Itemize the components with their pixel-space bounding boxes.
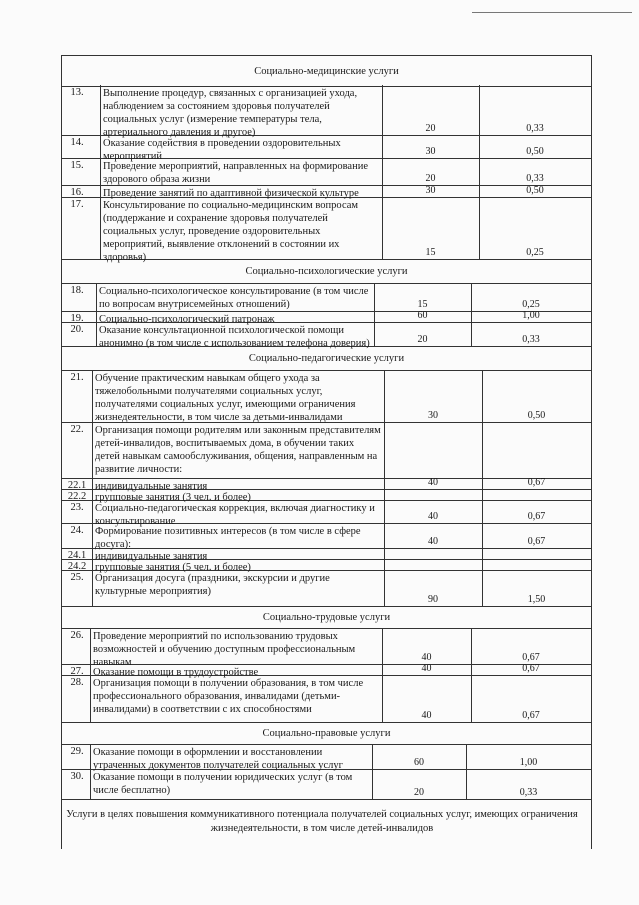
duration-value: 40 (421, 652, 432, 663)
service-description: Оказание консультационной психологической помощи анонимно (в том числе с использованием телефона доверия) (99, 325, 370, 349)
service-description: индивидуальные занятия (95, 481, 208, 492)
duration-value: 20 (417, 334, 428, 345)
column-divider (384, 570, 385, 606)
column-divider (471, 283, 472, 311)
column-divider (384, 548, 385, 559)
table-row (62, 744, 591, 770)
column-divider (482, 489, 483, 500)
rate-value: 0,67 (527, 477, 546, 488)
column-divider (479, 85, 480, 135)
row-number: 30. (70, 771, 84, 782)
column-divider (482, 570, 483, 606)
table-row (62, 570, 591, 607)
duration-value: 30 (425, 146, 436, 157)
duration-value: 60 (417, 310, 428, 321)
table-row (62, 675, 591, 723)
service-description: Консультирование по социально-медицинским вопросам (поддержание и сохранение здоровья получателей социальных услуг, проведение оздоровительных мероприятий, выявление отклонений в состоянии их здоровья) (103, 200, 359, 263)
service-description: Формирование позитивных интересов (в том числе в сфере досуга): (95, 526, 361, 550)
table-row (62, 322, 591, 347)
column-divider (479, 197, 480, 259)
row-number: 17. (70, 199, 84, 210)
column-divider (372, 769, 373, 799)
row-number: 22.2 (67, 491, 87, 502)
duration-value: 20 (425, 123, 436, 134)
column-divider (90, 664, 91, 675)
row-number: 18. (70, 285, 84, 296)
column-divider (466, 744, 467, 769)
rate-value: 0,33 (522, 334, 540, 345)
column-divider (92, 523, 93, 548)
table-row (62, 370, 591, 423)
row-number: 16. (70, 187, 84, 198)
rate-value: 0,33 (519, 787, 538, 798)
row-number: 14. (70, 137, 84, 148)
column-divider (482, 478, 483, 489)
column-divider (96, 283, 97, 311)
column-divider (384, 500, 385, 523)
section-header (62, 606, 591, 629)
column-divider (466, 769, 467, 799)
duration-value: 40 (421, 710, 432, 721)
column-divider (382, 85, 383, 135)
column-divider (382, 664, 383, 675)
duration-value: 90 (428, 594, 438, 605)
column-divider (482, 370, 483, 422)
column-divider (92, 489, 93, 500)
duration-value: 20 (425, 173, 436, 184)
column-divider (382, 675, 383, 722)
section-header (62, 346, 591, 371)
column-divider (374, 311, 375, 322)
section-title: Социально-педагогические услуги (248, 352, 405, 364)
column-divider (92, 422, 93, 478)
service-description: Обучение практическим навыкам общего ухода за тяжелобольными получателями социальных услуг, получателями социальных услуг, имеющими ограничения жизнедеятельности, в том числе за детьми-инвалидами (95, 373, 356, 423)
table-row (62, 283, 591, 312)
service-description: Оказание помощи в получении юридических услуг (в том числе бесплатно) (93, 772, 353, 796)
duration-value: 15 (417, 299, 428, 310)
table-row (62, 628, 591, 668)
table-row (62, 500, 591, 527)
service-description: Проведение мероприятий, направленных на формирование здорового образа жизни (103, 161, 368, 185)
column-divider (471, 664, 472, 675)
service-description: Оказание содействия в проведении оздоровительных мероприятий (103, 138, 341, 162)
section-header (62, 259, 591, 284)
service-description: Организация досуга (праздники, экскурсии и другие культурные мероприятия) (95, 573, 330, 597)
row-number: 24. (70, 525, 84, 536)
service-description: групповые занятия (5 чел. и более) (95, 562, 251, 573)
row-number: 24.2 (67, 561, 87, 572)
column-divider (92, 500, 93, 523)
section-title: Социально-трудовые услуги (262, 611, 391, 623)
table-row (62, 769, 591, 800)
rate-value: 0,25 (526, 247, 544, 258)
column-divider (382, 197, 383, 259)
column-divider (482, 559, 483, 570)
column-divider (92, 570, 93, 606)
column-divider (384, 559, 385, 570)
rate-value: 0,50 (526, 146, 544, 157)
column-divider (482, 548, 483, 559)
column-divider (92, 370, 93, 422)
column-divider (471, 322, 472, 346)
duration-value: 40 (428, 477, 438, 488)
column-divider (90, 744, 91, 769)
row-number: 27. (70, 666, 84, 677)
row-number: 25. (70, 572, 84, 583)
section-header (62, 722, 591, 745)
column-divider (374, 283, 375, 311)
rate-value: 0,33 (526, 123, 544, 134)
rate-value: 0,25 (522, 299, 540, 310)
rate-value: 0,67 (522, 652, 540, 663)
rate-value: 1,00 (519, 757, 538, 768)
service-description: Организация помощи в получении образования, в том числе профессионального образования, инвалидами (детьми-инвалидами) в соответствии с их способностями (93, 678, 364, 715)
column-divider (479, 135, 480, 158)
rate-value: 0,50 (527, 410, 546, 421)
column-divider (100, 197, 101, 259)
table-row (62, 523, 591, 549)
rate-value: 0,67 (522, 710, 540, 721)
column-divider (100, 185, 101, 197)
services-table (61, 55, 592, 849)
row-number: 23. (70, 502, 84, 513)
column-divider (100, 135, 101, 158)
service-description: Проведение занятий по адаптивной физической культуре (103, 188, 359, 199)
rate-value: 0,50 (526, 185, 544, 196)
column-divider (92, 559, 93, 570)
row-number: 29. (70, 746, 84, 757)
service-description: Оказание помощи в трудоустройстве (93, 667, 259, 678)
row-number: 28. (70, 677, 84, 688)
column-divider (100, 158, 101, 185)
footer-note: Услуги в целях повышения коммуникативного потенциала получателей социальных услуг, имеющих ограничения жизнедеятельности, в том числе детей-инвалидов (66, 809, 578, 834)
column-divider (92, 478, 93, 489)
column-divider (382, 135, 383, 158)
column-divider (92, 548, 93, 559)
column-divider (96, 322, 97, 346)
duration-value: 40 (428, 511, 438, 522)
column-divider (96, 311, 97, 322)
rate-value: 0,67 (527, 511, 546, 522)
row-number: 19. (70, 313, 84, 324)
column-divider (384, 489, 385, 500)
column-divider (482, 523, 483, 548)
column-divider (479, 185, 480, 197)
column-divider (384, 478, 385, 489)
rate-value: 0,67 (527, 536, 546, 547)
service-description: Выполнение процедур, связанных с организацией ухода, наблюдением за состоянием здоровья получателей социальных услуг (измерение температуры тела, артериального давления и другое) (103, 88, 358, 138)
rate-value: 1,00 (522, 310, 540, 321)
row-number: 21. (70, 372, 84, 383)
duration-value: 15 (425, 247, 436, 258)
row-number: 24.1 (67, 550, 87, 561)
header-rule (472, 12, 632, 13)
table-row (62, 158, 591, 186)
service-description: групповые занятия (3 чел. и более) (95, 492, 251, 503)
service-description: Социально-психологическое консультирование (в том числе по вопросам внутрисемейных отношений) (99, 286, 369, 310)
row-number: 26. (70, 630, 84, 641)
column-divider (382, 628, 383, 664)
row-number: 20. (70, 324, 84, 335)
column-divider (384, 370, 385, 422)
column-divider (471, 311, 472, 322)
column-divider (471, 628, 472, 664)
section-title: Социально-правовые услуги (262, 727, 391, 739)
row-number: 15. (70, 160, 84, 171)
section-title: Социально-психологические услуги (245, 265, 408, 277)
column-divider (372, 744, 373, 769)
column-divider (100, 85, 101, 135)
service-description: Проведение мероприятий по использованию трудовых возможностей и обучению доступным профессиональным навыкам (93, 631, 356, 668)
column-divider (482, 422, 483, 478)
column-divider (471, 675, 472, 722)
service-description: Социально-психологический патронаж (99, 314, 275, 325)
column-divider (384, 422, 385, 478)
duration-value: 40 (421, 663, 432, 674)
row-number: 22.1 (67, 480, 87, 491)
duration-value: 30 (428, 410, 438, 421)
rate-value: 1,50 (527, 594, 546, 605)
column-divider (384, 523, 385, 548)
service-description: Социально-педагогическая коррекция, включая диагностику и консультирование (95, 503, 375, 527)
section-title: Социально-медицинские услуги (254, 65, 399, 77)
rate-value: 0,67 (522, 663, 540, 674)
section-header (62, 55, 591, 87)
duration-value: 60 (414, 757, 424, 768)
row-number: 22. (70, 424, 84, 435)
table-row (62, 85, 591, 136)
row-number: 13. (70, 87, 84, 98)
table-row (62, 197, 591, 263)
column-divider (90, 769, 91, 799)
column-divider (382, 185, 383, 197)
table-row (62, 422, 591, 479)
service-description: Оказание помощи в оформлении и восстановлении утраченных документов получателей социальных услуг (93, 747, 343, 771)
duration-value: 40 (428, 536, 438, 547)
duration-value: 30 (425, 185, 436, 196)
column-divider (479, 158, 480, 185)
column-divider (90, 628, 91, 664)
column-divider (90, 675, 91, 722)
table-row (62, 135, 591, 162)
duration-value: 20 (414, 787, 424, 798)
column-divider (482, 500, 483, 523)
rate-value: 0,33 (526, 173, 544, 184)
service-description: Организация помощи родителям или законным представителям детей-инвалидов, воспитываемых дома, в обучении таких детей навыкам самообслуживания, общения, направленным на развитие личности: (95, 425, 381, 475)
service-description: индивидуальные занятия (95, 551, 208, 562)
column-divider (374, 322, 375, 346)
column-divider (382, 158, 383, 185)
